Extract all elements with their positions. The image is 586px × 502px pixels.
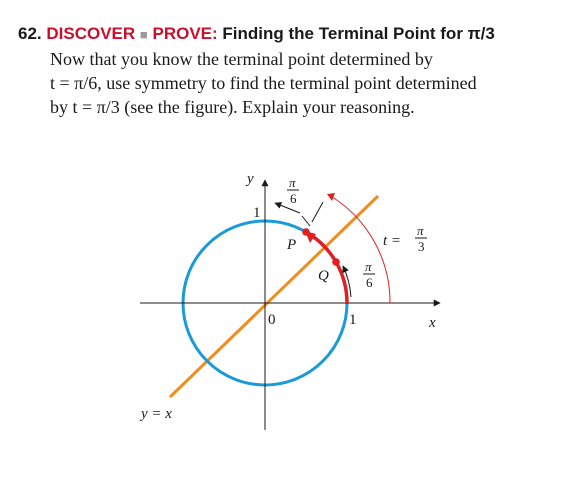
pi-6-right-denominator: 6 [366, 275, 373, 290]
body-line-1: Now that you know the terminal point determined by [50, 49, 433, 69]
pi-6-right-numerator: π [365, 259, 372, 274]
t-pi-numerator: π [417, 223, 424, 238]
problem-number: 62. [18, 24, 42, 43]
pi-6-top-numerator: π [289, 175, 296, 190]
top-arc-tick [302, 216, 310, 226]
t-three-denominator: 3 [418, 239, 425, 254]
body-line-3: by t = π/3 (see the figure). Explain your reasoning. [50, 97, 415, 117]
one-y-label: 1 [253, 205, 261, 221]
angle-arc-arrowhead [327, 193, 335, 201]
x-axis-label: x [429, 315, 436, 331]
origin-label: 0 [268, 312, 276, 328]
point-p [302, 228, 310, 236]
angle-arc-t-pi-3 [329, 195, 390, 303]
point-p-label: P [287, 237, 297, 253]
point-q-label: Q [318, 268, 329, 284]
problem-title: Finding the Terminal Point for π/3 [222, 24, 495, 43]
body-line-2: t = π/6, use symmetry to find the terminal point determined [50, 73, 477, 93]
t-equals-label: t = [383, 233, 402, 249]
one-x-label: 1 [349, 312, 357, 328]
prove-tag: PROVE: [152, 24, 218, 43]
radial-tick-at-p [312, 202, 323, 222]
separator-square: ■ [139, 27, 148, 42]
pi-6-top-denominator: 6 [290, 191, 297, 206]
y-axis-label: y [247, 171, 254, 187]
point-q [332, 258, 340, 266]
discover-tag: DISCOVER [46, 24, 136, 43]
line-y-equals-x-label: y = x [141, 406, 172, 422]
